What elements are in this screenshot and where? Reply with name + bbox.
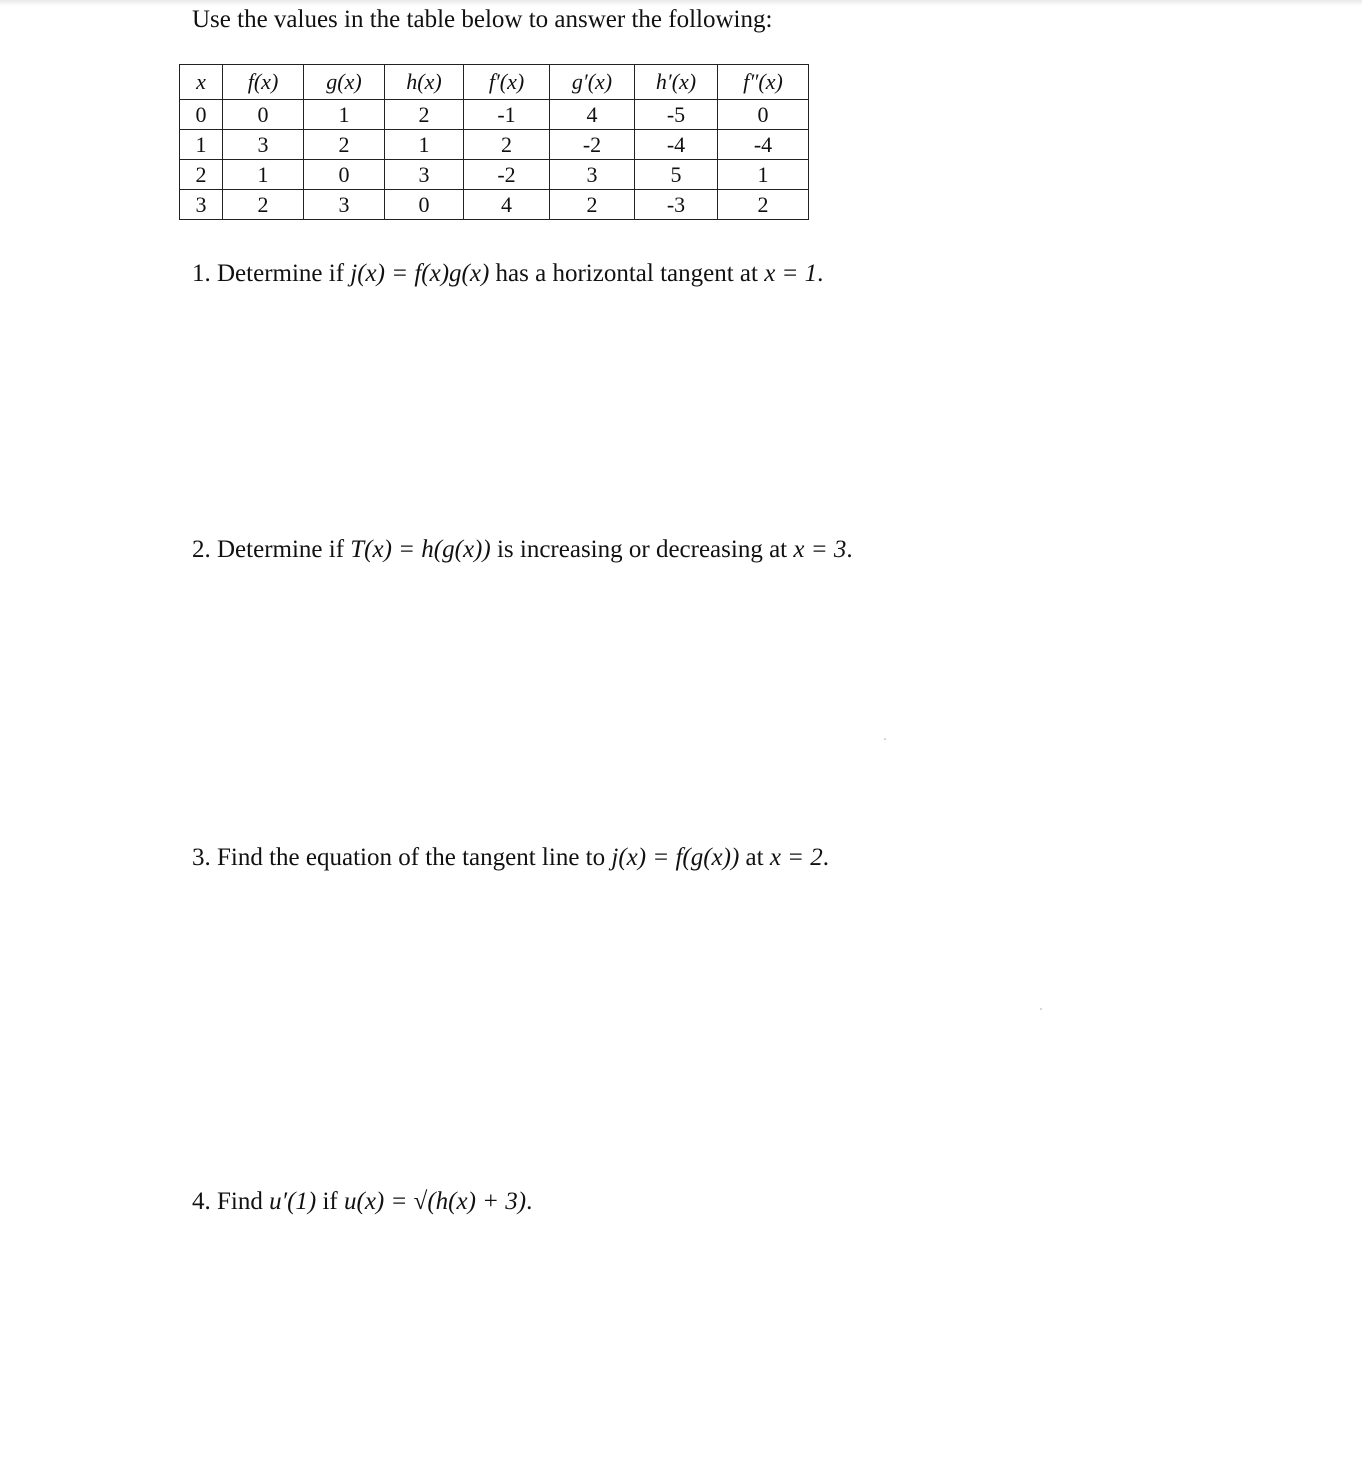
table-header-row [180, 65, 809, 100]
scan-speck [884, 738, 886, 740]
scan-speck [1040, 1008, 1042, 1010]
header-f-double-prime: f″(x) [718, 65, 809, 100]
table-cell: 0 [304, 160, 385, 190]
table-cell: 2 [385, 100, 464, 130]
question-prefix: Determine if [217, 260, 345, 287]
table-cell: 2 [180, 160, 223, 190]
table-cell: 1 [223, 160, 304, 190]
table-row [180, 160, 809, 190]
table-cell: 3 [180, 190, 223, 220]
header-h-prime: h′(x) [635, 65, 718, 100]
table-cell: 5 [635, 160, 718, 190]
question-4 [192, 1186, 532, 1218]
question-suffix: if [322, 1188, 338, 1215]
header-f-prime: f′(x) [464, 65, 550, 100]
question-prefix: Find [217, 1188, 263, 1215]
question-suffix: is increasing or decreasing at [496, 536, 788, 563]
question-end: . [846, 536, 853, 563]
table-cell: 0 [718, 100, 809, 130]
question-end: . [526, 1188, 533, 1215]
table-cell: 0 [180, 100, 223, 130]
question-condition: x = 2 [769, 844, 823, 871]
question-prefix: Determine if [217, 536, 345, 563]
table-cell: -5 [635, 100, 718, 130]
table-cell: 2 [223, 190, 304, 220]
header-f: f(x) [223, 65, 304, 100]
question-number: 4. [192, 1188, 211, 1215]
values-table [179, 64, 809, 220]
table-cell: -4 [718, 130, 809, 160]
table-cell: 0 [385, 190, 464, 220]
header-x: x [180, 65, 223, 100]
table-cell: 0 [223, 100, 304, 130]
table-cell: -1 [464, 100, 550, 130]
question-expression: T(x) = h(g(x)) [350, 536, 491, 563]
intro-text: Use the values in the table below to answer the following: [192, 6, 773, 33]
question-number: 2. [192, 536, 211, 563]
question-condition: x = 1 [764, 260, 818, 287]
question-end: . [817, 260, 824, 287]
table-cell: -2 [464, 160, 550, 190]
question-1 [192, 258, 823, 290]
header-g: g(x) [304, 65, 385, 100]
question-condition: u(x) = √(h(x) + 3) [344, 1188, 527, 1215]
table-cell: 4 [550, 100, 635, 130]
table-cell: -2 [550, 130, 635, 160]
question-number: 1. [192, 260, 211, 287]
table-row [180, 190, 809, 220]
table-cell: 2 [304, 130, 385, 160]
question-2 [192, 534, 853, 566]
table-cell: 4 [464, 190, 550, 220]
question-suffix: has a horizontal tangent at [495, 260, 758, 287]
table-cell: 2 [550, 190, 635, 220]
table-cell: 3 [385, 160, 464, 190]
table-cell: -3 [635, 190, 718, 220]
question-condition: x = 3 [793, 536, 847, 563]
table-cell: 2 [718, 190, 809, 220]
table-cell: 3 [223, 130, 304, 160]
question-expression: j(x) = f(g(x)) [611, 844, 740, 871]
table-cell: 3 [304, 190, 385, 220]
question-expression: j(x) = f(x)g(x) [350, 260, 490, 287]
table-cell: 1 [304, 100, 385, 130]
question-suffix: at [745, 844, 764, 871]
table-row [180, 100, 809, 130]
table-cell: 1 [385, 130, 464, 160]
table-cell: 1 [180, 130, 223, 160]
table-cell: 2 [464, 130, 550, 160]
header-g-prime: g′(x) [550, 65, 635, 100]
table-cell: 1 [718, 160, 809, 190]
question-3 [192, 842, 829, 874]
question-prefix: Find the equation of the tangent line to [217, 844, 606, 871]
table-row [180, 130, 809, 160]
question-end: . [822, 844, 830, 871]
question-number: 3. [192, 844, 211, 871]
header-h: h(x) [385, 65, 464, 100]
table-cell: -4 [635, 130, 718, 160]
table-cell: 3 [550, 160, 635, 190]
question-expression: u′(1) [269, 1188, 317, 1215]
